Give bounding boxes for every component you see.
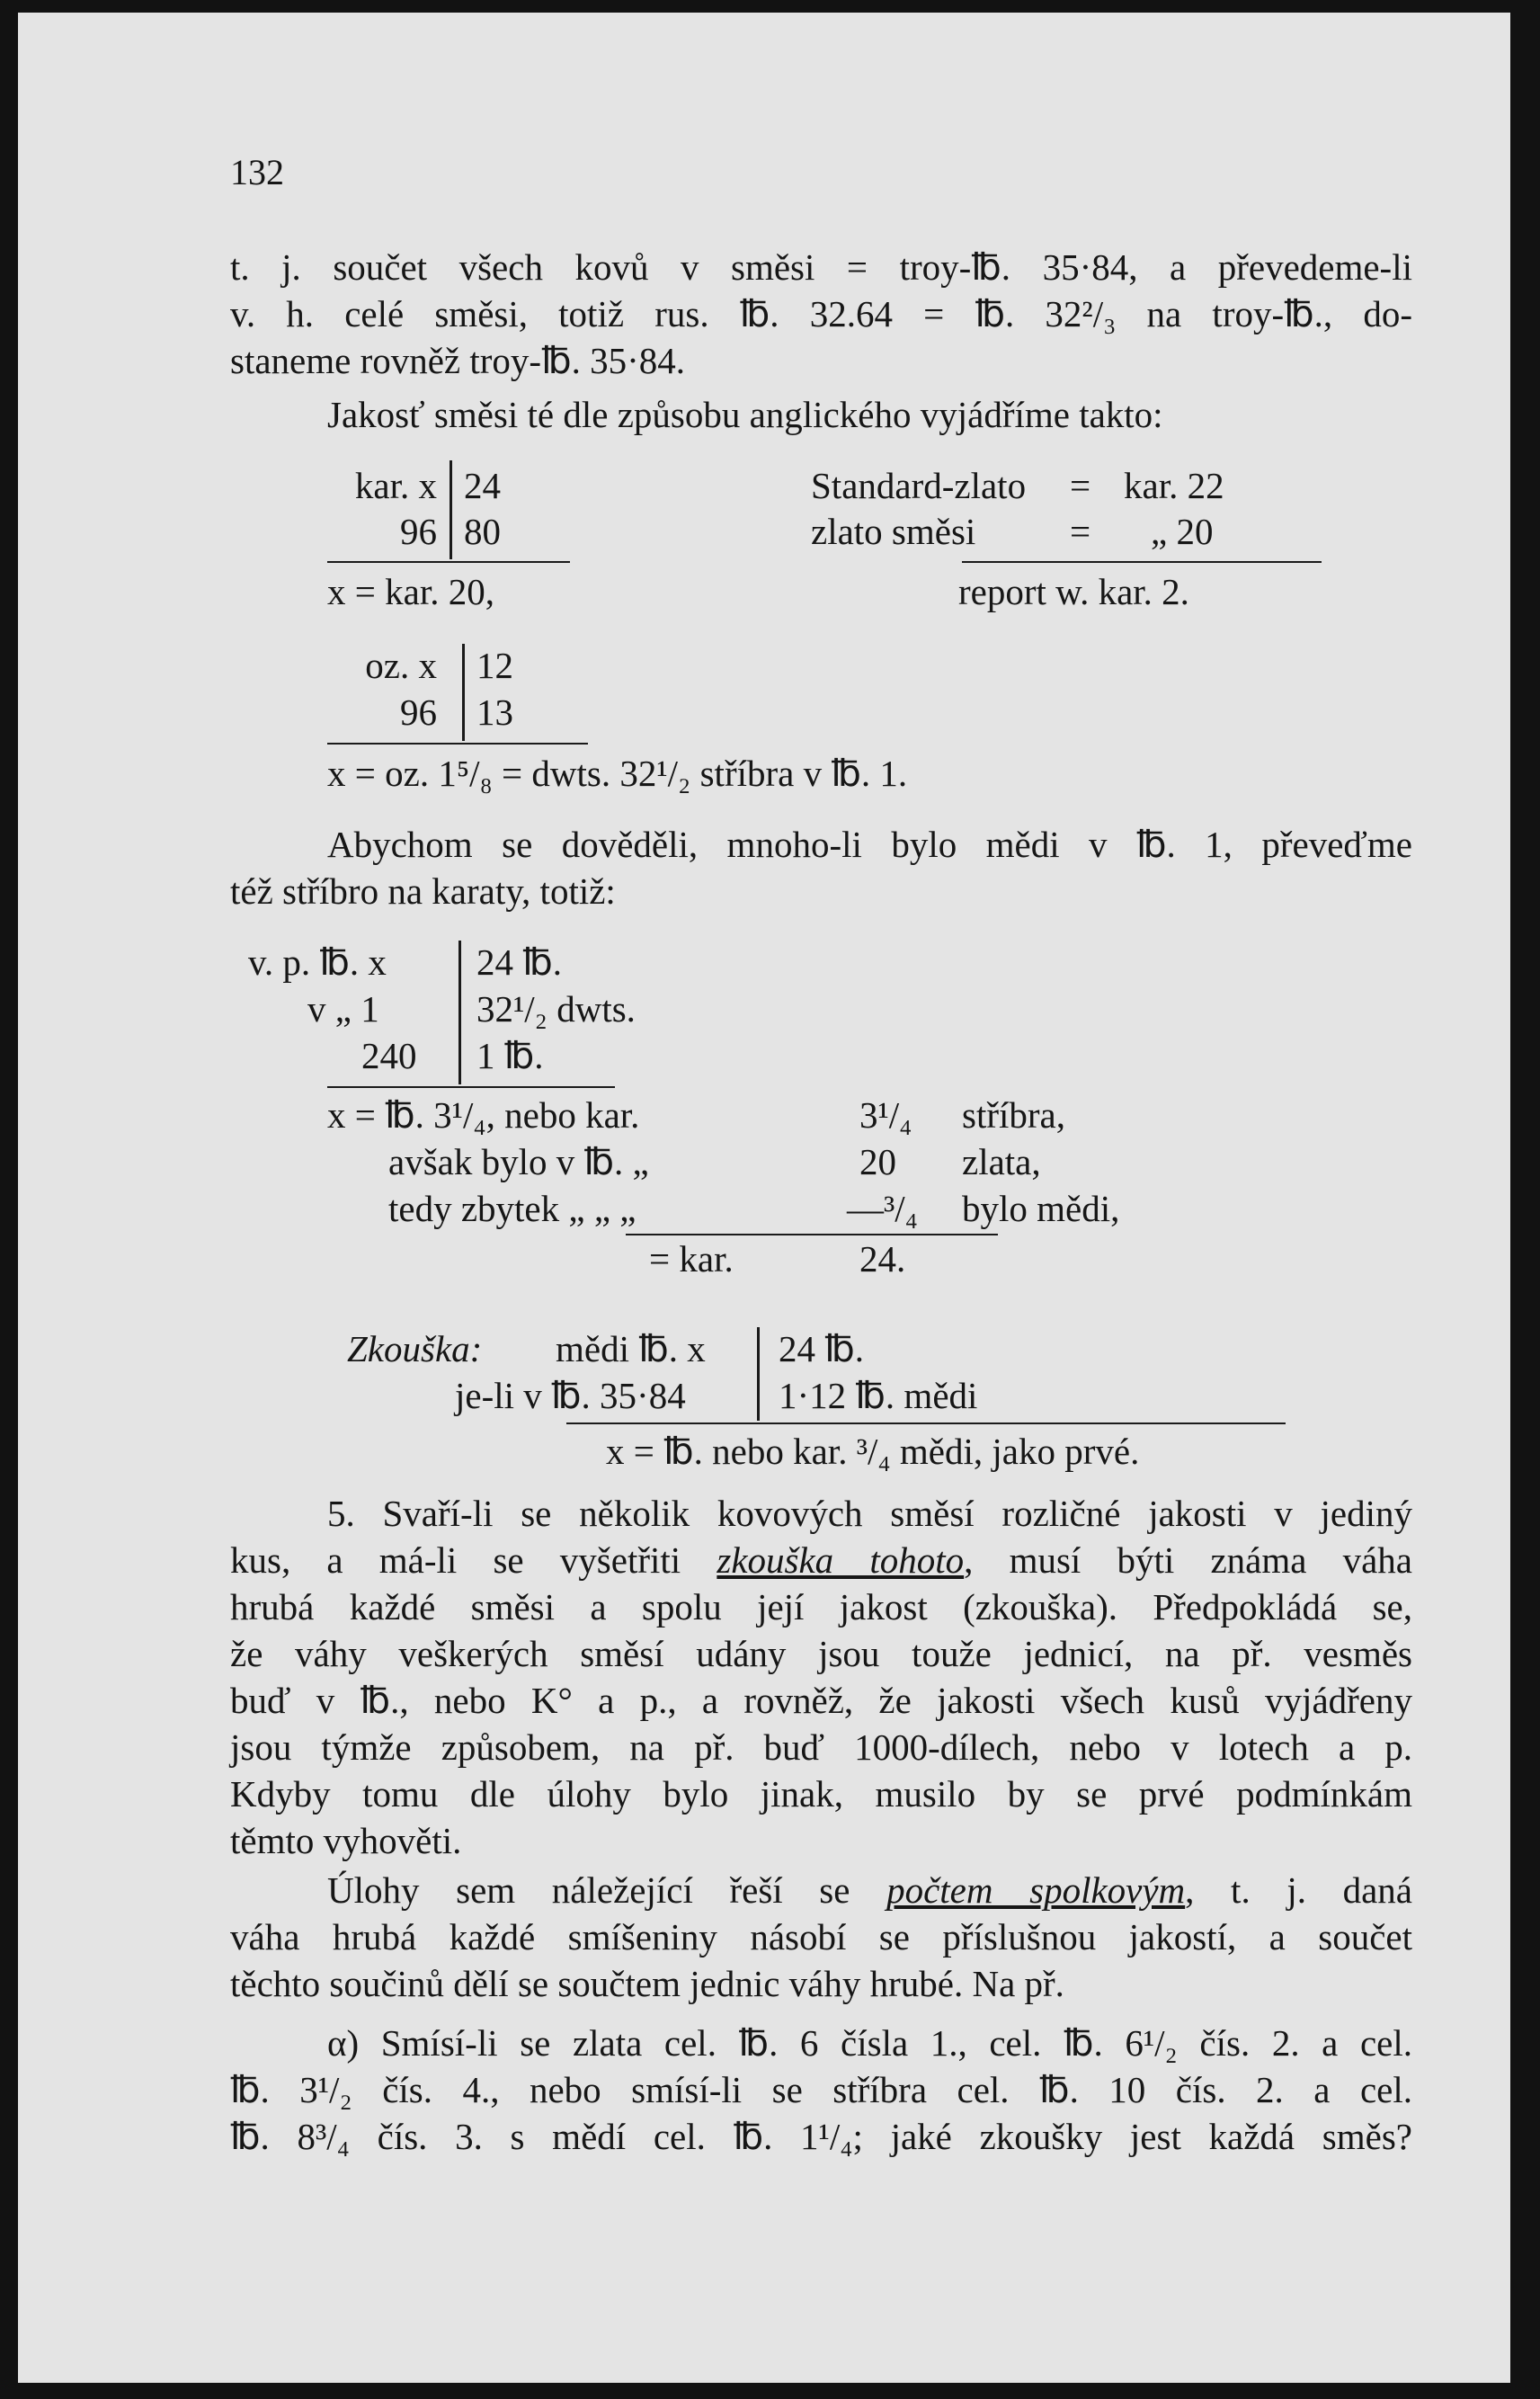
calc-r3-b: —³/₄ (847, 1188, 918, 1229)
text-line: staneme rovněž troy-℔. 35·84. (230, 340, 686, 381)
prop1-r1-right: 24 (464, 465, 501, 506)
check-r2-left: je-li v ℔. 35·84 (455, 1375, 686, 1416)
calc-r1-c: stříbra, (962, 1094, 1065, 1136)
text-line: těchto součinů dělí se součtem jednic váhy hrubé. Na př. (230, 1963, 1064, 2004)
text-line: v. h. celé směsi, totiž rus. ℔. 32.64 = ℔. 32²/₃ na troy-℔., do- (230, 293, 1412, 334)
divider-horizontal (327, 743, 588, 745)
prop2-r1-right: 12 (476, 645, 513, 686)
check-label: Zkouška: (347, 1328, 483, 1369)
prop3-r3-right: 1 ℔. (476, 1035, 544, 1076)
standard-r2-eq: = (1070, 511, 1091, 552)
prop1-r2-right: 80 (464, 511, 501, 552)
check-r1-left: mědi ℔. x (556, 1328, 706, 1369)
prop3-r3-left: 240 (361, 1035, 417, 1076)
text-line: hrubá každé směsi a spolu její jakost (zkouška). Předpokládá se, (230, 1586, 1412, 1628)
text-line: buď v ℔., nebo K° a p., a rovněž, že jakosti všech kusů vyjádřeny (230, 1680, 1412, 1721)
standard-r1-eq: = (1070, 465, 1091, 506)
text-line: Jakosť směsi té dle způsobu anglického vyjádříme takto: (327, 394, 1163, 435)
prop3-r2-right: 32¹/₂ dwts. (476, 988, 636, 1030)
emphasis: počtem spolkovým (886, 1869, 1186, 1911)
prop2-r1-left: oz. x (365, 645, 437, 686)
divider-horizontal (327, 1086, 615, 1088)
check-r2-right: 1·12 ℔. mědi (779, 1375, 978, 1416)
text-line: α) Smísí-li se zlata cel. ℔. 6 čísla 1., cel. ℔. 6¹/₂ čís. 2. a cel. (327, 2022, 1412, 2064)
divider-vertical (458, 941, 461, 1084)
calc-r2-a: avšak bylo v ℔. „ (388, 1141, 649, 1182)
text-line: Kdyby tomu dle úlohy bylo jinak, musilo by se prvé podmínkám (230, 1773, 1412, 1815)
text-line: ℔. 8³/₄ čís. 3. s mědí cel. ℔. 1¹/₄; jaké zkoušky jest každá směs? (230, 2116, 1412, 2157)
text-line: těmto vyhověti. (230, 1820, 462, 1861)
text-segment: kus, a má-li se vyšetřiti (230, 1539, 717, 1581)
text-segment: , musí býti známa váha (964, 1539, 1413, 1581)
text-line: ℔. 3¹/₂ čís. 4., nebo smísí-li se stříbra cel. ℔. 10 čís. 2. a cel. (230, 2069, 1412, 2110)
calc-r1-b: 3¹/₄ (859, 1094, 912, 1136)
text-line: jsou týmže způsobem, na př. buď 1000-dílech, nebo v lotech a p. (230, 1726, 1412, 1768)
text-line: Abychom se dověděli, mnoho-li bylo mědi v ℔. 1, převeďme (327, 824, 1412, 865)
calc-r4-b: 24. (859, 1238, 906, 1280)
divider-vertical (462, 644, 465, 741)
prop3-r2-left: v „ 1 (307, 988, 379, 1030)
prop1-r2-left: 96 (400, 511, 437, 552)
text-segment: , t. j. daná (1185, 1869, 1412, 1911)
text-line (327, 1867, 1412, 1913)
standard-result: report w. kar. 2. (958, 571, 1189, 612)
prop2-r2-right: 13 (476, 691, 513, 733)
text-line: 5. Svaří-li se několik kovových směsí rozličné jakosti v jediný (327, 1493, 1412, 1534)
calc-r1-a: x = ℔. 3¹/₄, nebo kar. (327, 1094, 640, 1136)
prop2-result: x = oz. 1⁵/₈ = dwts. 32¹/₂ stříbra v ℔. 1. (327, 753, 908, 794)
check-result: x = ℔. nebo kar. ³/₄ mědi, jako prvé. (606, 1431, 1140, 1472)
text-segment: Úlohy sem náležející řeší se (327, 1869, 887, 1911)
prop1-result: x = kar. 20, (327, 571, 494, 612)
emphasis: zkouška tohoto (717, 1539, 965, 1581)
standard-r1-label: Standard-zlato (811, 465, 1027, 506)
calc-r3-c: bylo mědi, (962, 1188, 1120, 1229)
divider-vertical (450, 460, 452, 559)
text-line: t. j. součet všech kovů v směsi = troy-℔. 35·84, a převedeme-li (230, 246, 1412, 288)
standard-r1-value: kar. 22 (1124, 465, 1224, 506)
text-line: též stříbro na karaty, totiž: (230, 870, 616, 912)
prop3-r1-right: 24 ℔. (476, 941, 563, 983)
prop2-r2-left: 96 (400, 691, 437, 733)
divider-horizontal (962, 561, 1322, 563)
divider-vertical (757, 1327, 760, 1421)
prop3-r1-left: v. p. ℔. x (248, 941, 387, 983)
divider-horizontal (327, 561, 570, 563)
prop1-r1-left: kar. x (354, 465, 437, 506)
calc-r2-c: zlata, (962, 1141, 1041, 1182)
calc-r4-a: = kar. (649, 1238, 734, 1280)
text-line: váha hrubá každé smíšeniny násobí se příslušnou jakostí, a součet (230, 1916, 1412, 1958)
standard-r2-value: „ 20 (1151, 511, 1214, 552)
text-line: že váhy veškerých směsí udány jsou touže jednicí, na př. vesměs (230, 1633, 1412, 1674)
check-r1-right: 24 ℔. (779, 1328, 865, 1369)
calc-r2-b: 20 (859, 1141, 896, 1182)
text-line (230, 1537, 1412, 1583)
standard-r2-label: zlato směsi (811, 511, 976, 552)
book-page (18, 13, 1510, 2383)
page-number: 132 (230, 152, 284, 192)
divider-horizontal (566, 1422, 1286, 1424)
calc-r3-a: tedy zbytek „ „ „ (388, 1188, 636, 1229)
